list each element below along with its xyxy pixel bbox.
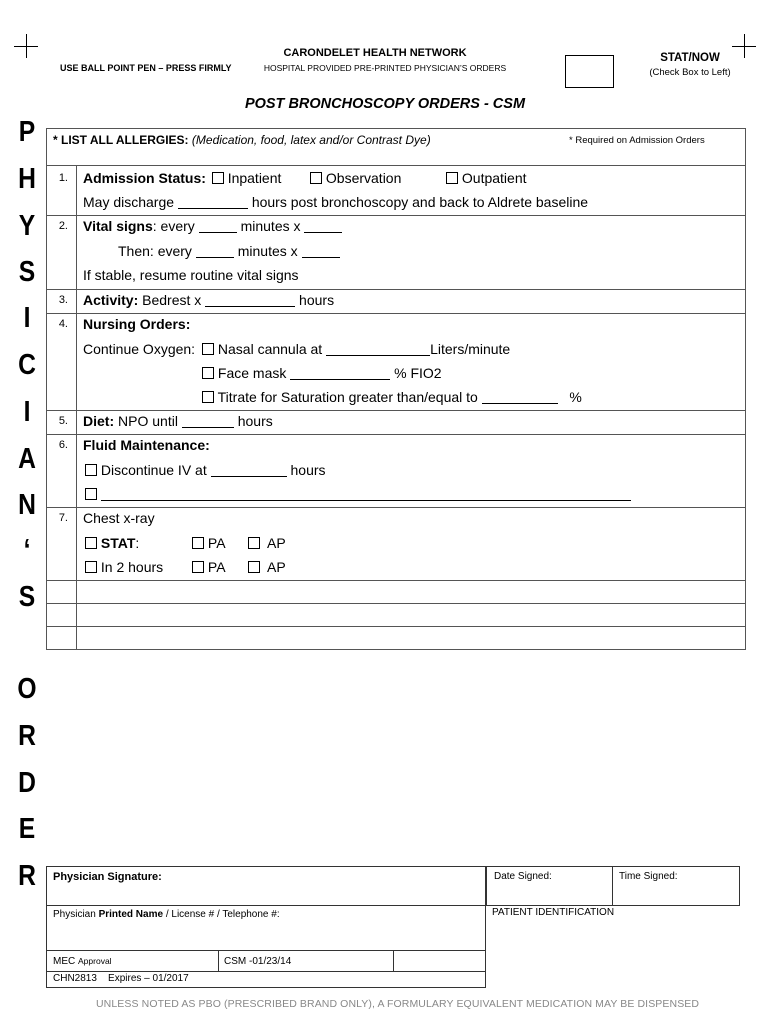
vital-then-label: Then: every: [118, 243, 192, 259]
crop-mark-left-v: [26, 34, 27, 58]
mec-label: MEC: [53, 956, 76, 967]
side-letter: N: [18, 489, 36, 521]
vital-signs-label: Vital signs: [83, 218, 153, 234]
face-mask-label: Face mask: [217, 365, 287, 381]
stat-pa-label: PA: [207, 535, 226, 551]
item-number: 2.: [58, 220, 68, 232]
side-letter: S: [18, 581, 36, 613]
in2-pa-label: PA: [207, 559, 226, 575]
required-note: * Required on Admission Orders: [569, 135, 705, 146]
in2-xray-option: [85, 559, 163, 575]
bedrest-hours-field[interactable]: [205, 294, 295, 307]
continue-oxygen-label: Continue Oxygen:: [83, 341, 196, 357]
vital-minutes-label: minutes x: [240, 218, 301, 234]
printed-name-label: [53, 909, 280, 920]
other-fluid-checkbox[interactable]: [85, 488, 97, 500]
face-mask-option: [202, 365, 442, 381]
printed-name-part-a: Physician: [53, 909, 99, 920]
side-letter: Y: [18, 210, 36, 242]
stat-pa-checkbox[interactable]: [192, 537, 204, 549]
other-fluid-option: [85, 486, 631, 502]
face-mask-checkbox[interactable]: [202, 367, 214, 379]
vital-signs-row: [83, 218, 342, 234]
vital-stable-text: If stable, resume routine vital signs: [83, 267, 299, 283]
form-expires: Expires – 01/2017: [108, 973, 189, 984]
item-number: 6.: [58, 439, 68, 451]
in2-ap-checkbox[interactable]: [248, 561, 260, 573]
date-signed-label: Date Signed:: [494, 871, 552, 882]
nasal-cannula-label: Nasal cannula at: [217, 341, 323, 357]
then-minutes-label: minutes x: [237, 243, 298, 259]
item-number: 1.: [58, 172, 68, 184]
outpatient-checkbox[interactable]: [446, 172, 458, 184]
stat-pa-option: [192, 535, 226, 551]
side-letter: R: [18, 860, 36, 892]
bedrest-hours-label: hours: [299, 292, 335, 308]
npo-label: NPO until: [118, 413, 178, 429]
in2-ap-option: [248, 559, 286, 575]
stat-xray-colon: :: [135, 535, 140, 551]
inpatient-checkbox[interactable]: [212, 172, 224, 184]
formulary-footer-note: UNLESS NOTED AS PBO (PRESCRIBED BRAND ONLY), A FORMULARY EQUIVALENT MEDICATION MAY BE DISPENSED: [96, 998, 700, 1010]
side-letter: A: [18, 443, 36, 475]
item-number: 3.: [58, 294, 68, 306]
then-times-field[interactable]: [302, 245, 340, 258]
outpatient-option: [446, 170, 527, 186]
discontinue-iv-option: [85, 462, 326, 478]
crop-mark-right-v: [744, 34, 745, 58]
stat-ap-label: AP: [267, 535, 286, 551]
outpatient-label: Outpatient: [461, 170, 527, 186]
in2-xray-checkbox[interactable]: [85, 561, 97, 573]
blank-order-row[interactable]: [77, 627, 745, 649]
then-minutes-field[interactable]: [196, 245, 234, 258]
npo-hours-label: hours: [237, 413, 273, 429]
in2-xray-label: In 2 hours: [100, 559, 164, 575]
stat-now-checkbox[interactable]: [565, 55, 614, 88]
side-letter: C: [18, 349, 36, 381]
discharge-hours-field[interactable]: [178, 196, 248, 209]
activity-row: [83, 292, 334, 308]
form-number: [53, 973, 189, 984]
discharge-row: [83, 194, 588, 210]
physician-signature-label: Physician Signature:: [53, 871, 162, 883]
blank-order-row[interactable]: [77, 581, 745, 602]
liters-field[interactable]: [326, 343, 430, 356]
fio2-label: % FIO2: [394, 365, 442, 381]
item-number: 4.: [58, 318, 68, 330]
in2-pa-option: [192, 559, 226, 575]
in2-ap-label: AP: [267, 559, 286, 575]
org-subtitle: HOSPITAL PROVIDED PRE-PRINTED PHYSICIAN’S ORDERS: [263, 63, 507, 73]
titrate-option: [202, 389, 582, 405]
form-title: POST BRONCHOSCOPY ORDERS - CSM: [244, 96, 526, 112]
side-letter: P: [18, 116, 36, 148]
observation-checkbox[interactable]: [310, 172, 322, 184]
allergies-label: * LIST ALL ALLERGIES:: [53, 133, 189, 147]
side-letter: I: [23, 302, 31, 334]
activity-label: Activity:: [83, 292, 139, 308]
titrate-label: Titrate for Saturation greater than/equal to: [217, 389, 478, 405]
nasal-cannula-checkbox[interactable]: [202, 343, 214, 355]
csm-date: CSM -01/23/14: [224, 956, 292, 967]
discharge-label: May discharge: [83, 194, 175, 210]
side-letter: S: [18, 256, 36, 288]
vital-times-field[interactable]: [304, 220, 342, 233]
form-number-code: CHN2813: [53, 973, 97, 984]
nasal-cannula-option: [202, 341, 510, 357]
liters-label: Liters/minute: [430, 341, 511, 357]
org-name: CARONDELET HEALTH NETWORK: [283, 47, 467, 59]
stat-ap-checkbox[interactable]: [248, 537, 260, 549]
time-signed-label: Time Signed:: [619, 871, 678, 882]
mec-approval-label: [53, 956, 112, 967]
side-letter: E: [18, 813, 36, 845]
inpatient-label: Inpatient: [227, 170, 282, 186]
npo-hours-field[interactable]: [182, 415, 234, 428]
fio2-field[interactable]: [290, 367, 390, 380]
titrate-checkbox[interactable]: [202, 391, 214, 403]
diet-row: [83, 413, 273, 429]
stat-xray-label: STAT: [100, 535, 136, 551]
other-fluid-field[interactable]: [101, 488, 631, 501]
admission-status-label: Admission Status:: [83, 170, 206, 186]
discharge-label-b: hours post bronchoscopy and back to Aldrete baseline: [251, 194, 589, 210]
vital-every: : every: [152, 218, 195, 234]
observation-label: Observation: [325, 170, 402, 186]
item-number: 7.: [58, 512, 68, 524]
discontinue-iv-hours-field[interactable]: [211, 464, 287, 477]
pen-instruction: USE BALL POINT PEN – PRESS FIRMLY: [60, 63, 232, 73]
vital-minutes-field[interactable]: [199, 220, 237, 233]
patient-identification-label: PATIENT IDENTIFICATION: [492, 907, 615, 918]
discontinue-iv-label: Discontinue IV at: [100, 462, 207, 478]
fluid-maintenance-label: Fluid Maintenance:: [83, 437, 210, 453]
printed-name-part-c: / License # / Telephone #:: [163, 909, 280, 920]
discontinue-iv-checkbox[interactable]: [85, 464, 97, 476]
saturation-pct-label: %: [569, 389, 582, 405]
stat-now-label: STAT/NOW: [660, 52, 720, 64]
allergies-hint: (Medication, food, latex and/or Contrast Dye): [191, 133, 431, 147]
stat-xray-checkbox[interactable]: [85, 537, 97, 549]
side-letter: I: [23, 396, 31, 428]
item-number: 5.: [58, 415, 68, 427]
discontinue-iv-hours-label: hours: [290, 462, 326, 478]
printed-name-part-b: Printed Name: [98, 909, 164, 920]
nursing-orders-label: Nursing Orders:: [83, 316, 191, 332]
approval-label: Approval: [78, 956, 112, 966]
vital-then-row: [118, 243, 340, 259]
bedrest-label: Bedrest x: [142, 292, 202, 308]
side-letter: R: [18, 720, 36, 752]
saturation-field[interactable]: [482, 391, 558, 404]
admission-status-row: [83, 170, 281, 186]
side-letter: D: [18, 767, 36, 799]
blank-order-row[interactable]: [77, 604, 745, 625]
stat-xray-option: [85, 535, 139, 551]
in2-pa-checkbox[interactable]: [192, 561, 204, 573]
chest-xray-label: Chest x-ray: [83, 510, 155, 526]
side-letter: O: [17, 673, 37, 705]
allergies-row[interactable]: [53, 133, 431, 147]
side-letter: ‘: [23, 534, 31, 566]
side-letter: H: [18, 163, 36, 195]
observation-option: [310, 170, 401, 186]
stat-ap-option: [248, 535, 286, 551]
stat-now-hint: (Check Box to Left): [649, 67, 731, 78]
diet-label: Diet:: [83, 413, 115, 429]
